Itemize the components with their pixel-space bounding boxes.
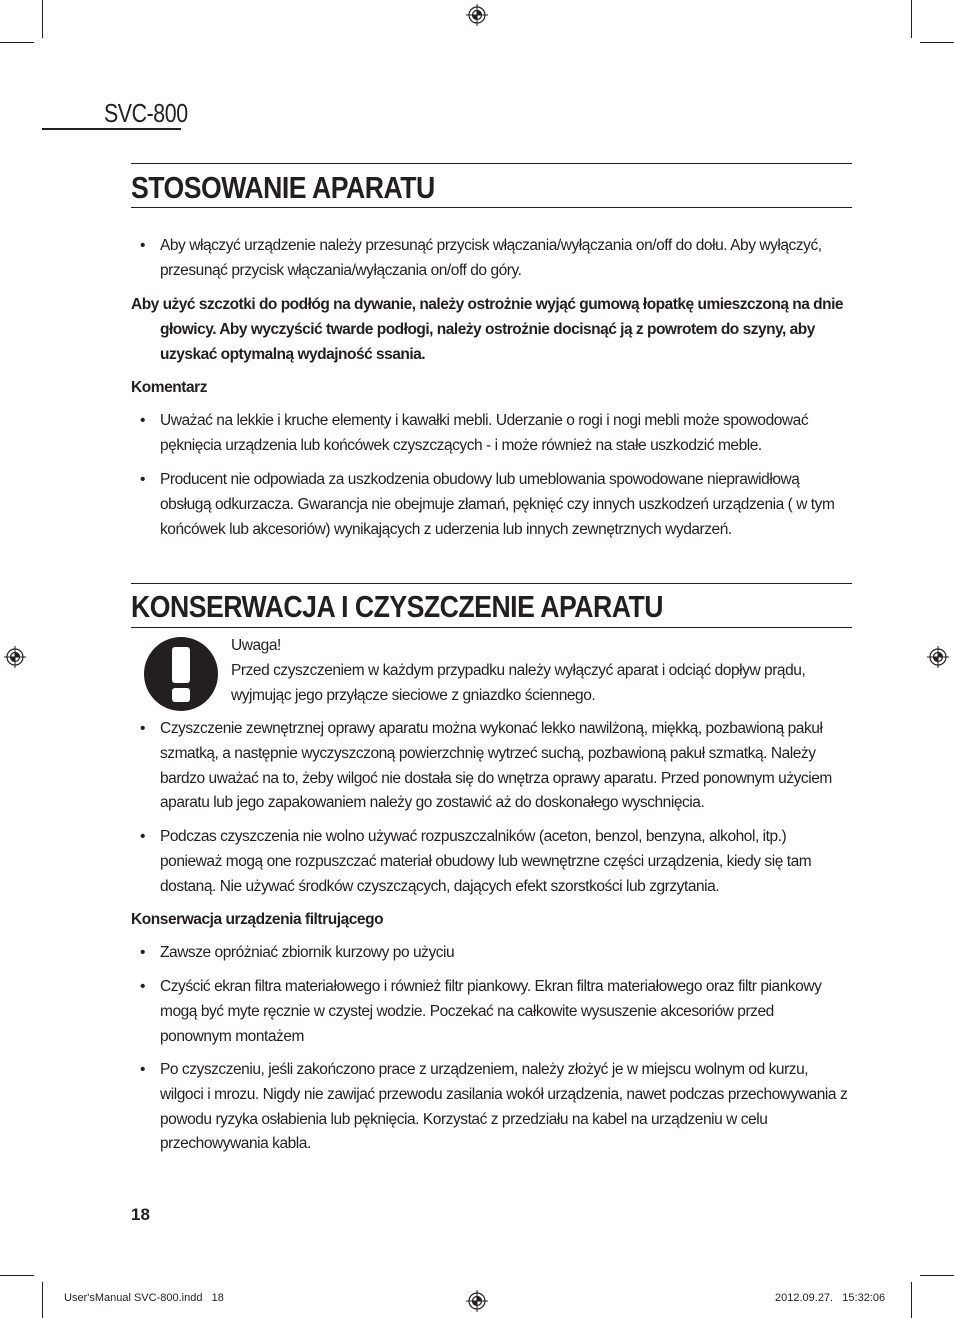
section-rule bbox=[131, 583, 852, 584]
bullet-marker: • bbox=[140, 412, 145, 429]
crop-mark bbox=[911, 0, 912, 38]
registration-mark-icon bbox=[927, 646, 949, 668]
usage-bullet-2: Uważać na lekkie i kruche elementy i kawałki mebli. Uderzanie o rogi i nogi mebli może spowodować pęknięcia urządzenia lub końcówek czyszczących - i może również na stałe uszkodzić meble. bbox=[160, 412, 809, 454]
maintenance-bullet-2: Podczas czyszczenia nie wolno używać rozpuszczalników (aceton, benzol, benzyna, alkohol, itp.) ponieważ mogą one rozpuszczać materiał obudowy lub wewnętrzne części urządzenia, kiedy się tam dostaną. Nie używać środków czyszczących, dających efekt szorstkości lub zgrzytania. bbox=[160, 828, 812, 895]
section-rule bbox=[131, 207, 852, 208]
crop-mark bbox=[920, 1275, 954, 1276]
usage-bullet-1: Aby włączyć urządzenie należy przesunąć przycisk włączania/wyłączania on/off do dołu. Aby wyłączyć, przesunąć przycisk włączania/wyłączania on/off do góry. bbox=[160, 237, 822, 279]
crop-mark bbox=[0, 42, 34, 43]
bullet-marker: • bbox=[140, 1061, 145, 1078]
page-number: 18 bbox=[131, 1205, 150, 1224]
bullet-marker: • bbox=[140, 471, 145, 488]
registration-mark-icon bbox=[466, 1290, 488, 1312]
registration-mark-icon bbox=[4, 646, 26, 668]
maintenance-bullet-1: Czyszczenie zewnętrznej oprawy aparatu można wykonać lekko nawilżoną, miękką, pozbawioną pakuł szmatką, a następnie wyczyszczoną powierzchnię wytrzeć suchą, pozbawioną pakuł szmatką. Należy bardzo uważać na to, żeby wilgoć nie dostała się do wnętrza oprawy aparatu. Przed ponownym użyciem aparatu lub jego zapakowaniem należy go zostawić aż do doskonałego wyschnięcia. bbox=[160, 720, 832, 812]
bullet-marker: • bbox=[140, 944, 145, 961]
section-rule bbox=[131, 163, 852, 164]
warning-text: Przed czyszczeniem w każdym przypadku należy wyłączyć aparat i odciąć dopływ prądu, wyjmując jego przyłącze sieciowe z gniazdko ściennego. bbox=[231, 662, 806, 704]
warning-exclamation-icon bbox=[143, 636, 219, 712]
maintenance-bullet-3: Zawsze opróżniać zbiornik kurzowy po użyciu bbox=[160, 944, 455, 961]
warning-title: Uwaga! bbox=[231, 637, 281, 654]
footer-timestamp: 2012.09.27. 15:32:06 bbox=[775, 1292, 886, 1304]
crop-mark bbox=[911, 1282, 912, 1318]
filter-heading: Konserwacja urządzenia filtrującego bbox=[131, 911, 384, 928]
section-title-usage: STOSOWANIE APARATU bbox=[131, 170, 435, 205]
bullet-marker: • bbox=[140, 978, 145, 995]
header-rule bbox=[42, 128, 181, 130]
crop-mark bbox=[42, 0, 43, 38]
bullet-marker: • bbox=[140, 237, 145, 254]
section-rule bbox=[131, 627, 852, 628]
maintenance-bullet-4: Czyścić ekran filtra materiałowego i również filtr piankowy. Ekran filtra materiałowego oraz filtr piankowy mogą być myte ręcznie w czystej wodzie. Poczekać na całkowite wysuszenie akcesoriów przed ponownym montażem bbox=[160, 978, 822, 1045]
bullet-marker: • bbox=[140, 720, 145, 737]
usage-bullet-3: Producent nie odpowiada za uszkodzenia obudowy lub umeblowania spowodowane nieprawidłową obsługą odkurzacza. Gwarancja nie obejmuje złamań, pęknięć czy innych uszkodzeń urządzenia ( w tym końcówek lub akcesoriów) wynikających z uderzenia lub innych zewnętrznych wydarzeń. bbox=[160, 471, 835, 538]
footer-filename: User'sManual SVC-800.indd 18 bbox=[64, 1292, 224, 1304]
model-label: SVC-800 bbox=[104, 98, 188, 128]
crop-mark bbox=[42, 1282, 43, 1318]
comment-heading: Komentarz bbox=[131, 379, 208, 396]
maintenance-bullet-5: Po czyszczeniu, jeśli zakończono prace z urządzeniem, należy złożyć je w miejscu wolnym od kurzu, wilgoci i mrozu. Nigdy nie zawijać przewodu zasilania wokół urządzenia, nawet podczas przechowywania z powodu ryzyka osłabienia lub pęknięcia. Korzystać z przedziału na kabel na urządzeniu w celu przechowywania kabla. bbox=[160, 1061, 848, 1153]
brush-instructions: Aby użyć szczotki do podłóg na dywanie, należy ostrożnie wyjąć gumową łopatkę umieszczoną na dnie głowicy. Aby wyczyścić twarde podłogi, należy ostrożnie docisnąć ją z powrotem do szyny, aby uzyskać optymalną wydajność ssania. bbox=[131, 296, 844, 363]
bullet-marker: • bbox=[140, 828, 145, 845]
registration-mark-icon bbox=[466, 4, 488, 26]
section-title-maintenance: KONSERWACJA I CZYSZCZENIE APARATU bbox=[131, 589, 664, 624]
crop-mark bbox=[0, 1275, 34, 1276]
crop-mark bbox=[920, 42, 954, 43]
